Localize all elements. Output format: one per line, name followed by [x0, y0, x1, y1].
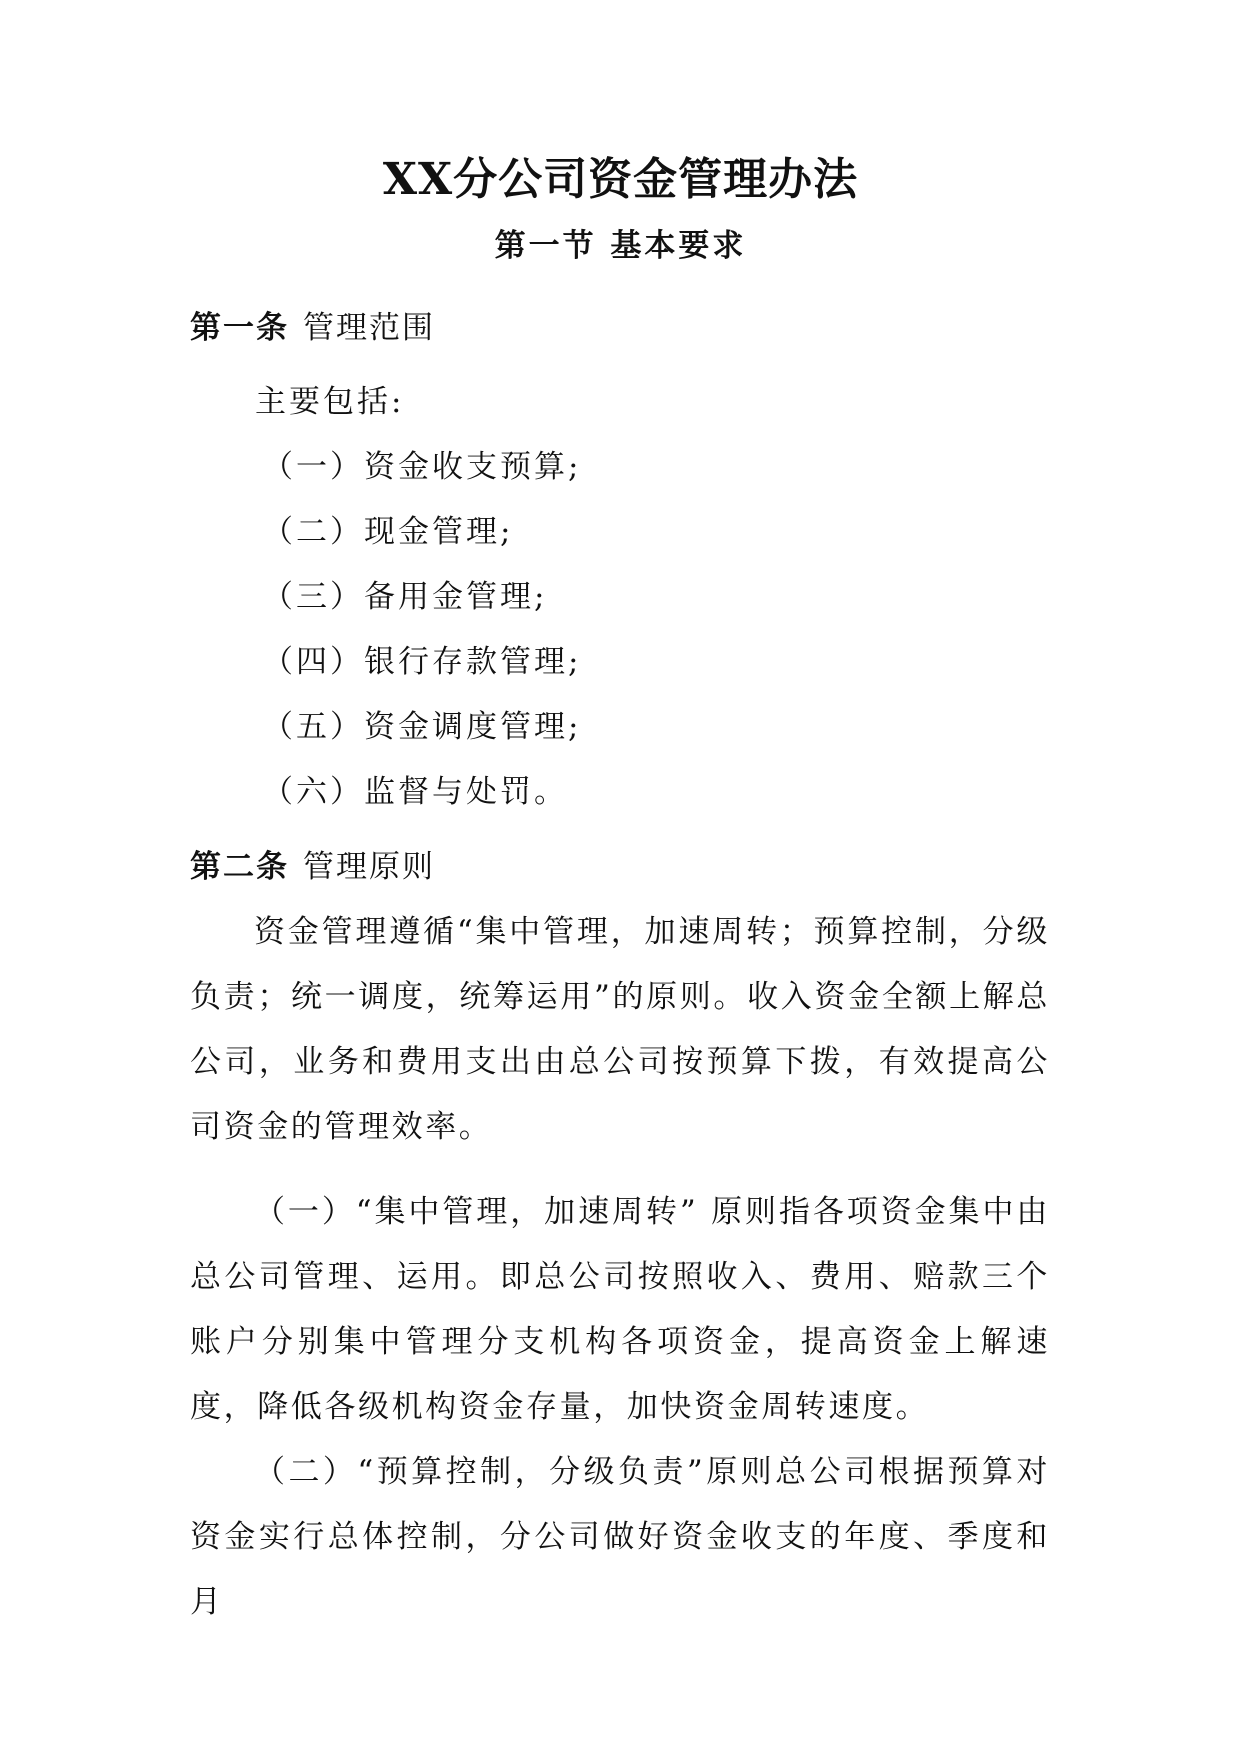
paragraph: （二）“预算控制，分级负责”原则总公司根据预算对资金实行总体控制，分公司做好资金收支的年度、季度和月	[190, 1454, 1050, 1620]
article-1-number: 第一条	[190, 310, 289, 346]
article-2-title: 管理原则	[303, 849, 435, 885]
list-item: （五）资金调度管理;	[262, 709, 582, 745]
article-1-heading	[190, 306, 435, 350]
article-2-heading	[190, 845, 435, 889]
list-item: （四）银行存款管理;	[262, 644, 582, 680]
document-title: XX分公司资金管理办法	[382, 154, 859, 205]
article-1-title: 管理范围	[303, 310, 435, 346]
paragraph: （一）“集中管理，加速周转” 原则指各项资金集中由总公司管理、运用。即总公司按照收入、费用、赔款三个账户分别集中管理分支机构各项资金，提高资金上解速度，降低各级机构资金存量，加快资金周转速度。	[190, 1194, 1050, 1425]
paragraph: 资金管理遵循“集中管理，加速周转；预算控制，分级负责；统一调度，统筹运用”的原则。收入资金全额上解总公司，业务和费用支出由总公司按预算下拨，有效提高公司资金的管理效率。	[190, 914, 1050, 1145]
list-item: （三）备用金管理;	[262, 579, 548, 615]
list-item: （二）现金管理;	[262, 514, 514, 550]
list-item: （一）资金收支预算;	[262, 449, 582, 485]
article-2-number: 第二条	[190, 849, 289, 885]
section-title: 第一节 基本要求	[494, 228, 747, 264]
list-item: （六）监督与处罚。	[262, 774, 568, 810]
article-1-intro: 主要包括:	[255, 384, 405, 420]
